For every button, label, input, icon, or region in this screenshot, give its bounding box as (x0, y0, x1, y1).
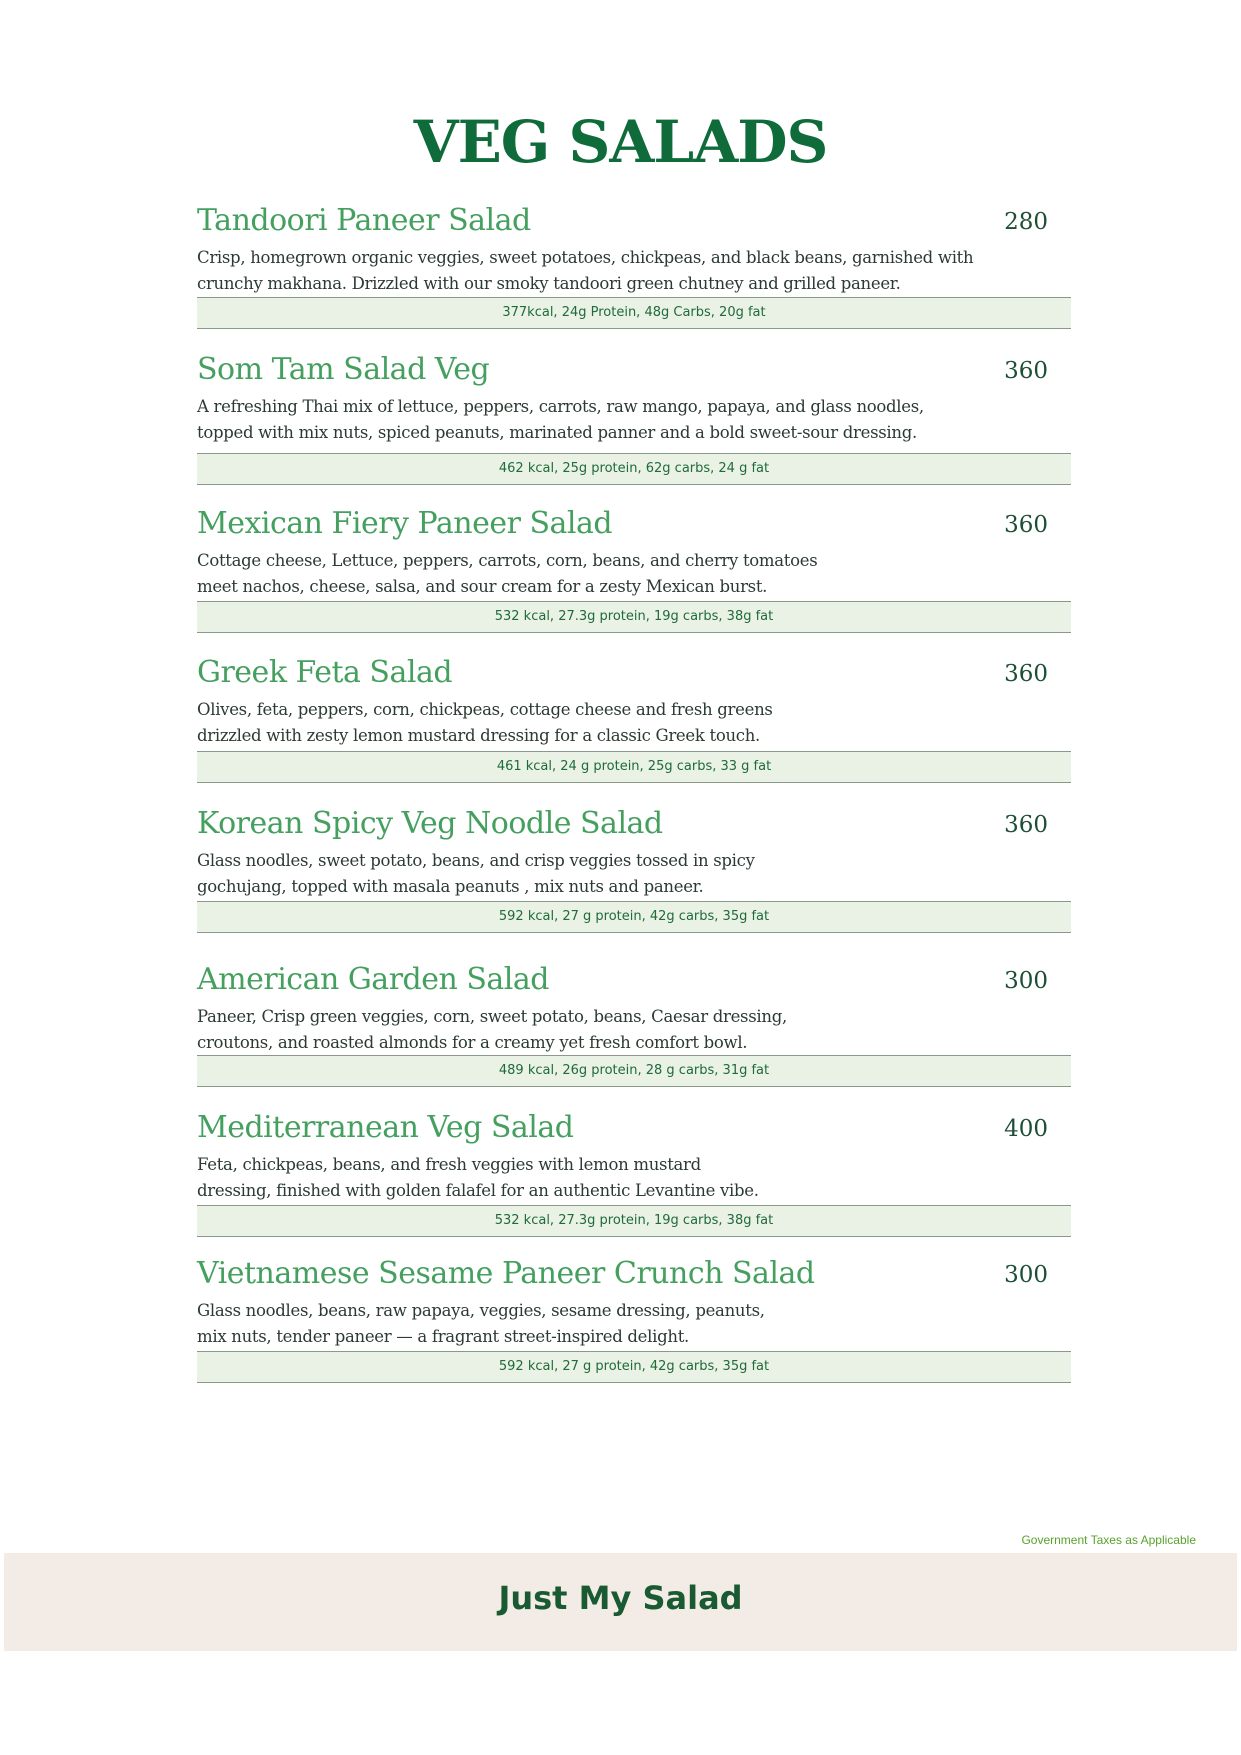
item-description (197, 548, 817, 600)
nutrition-band: 462 kcal, 25g protein, 62g carbs, 24 g fat (197, 453, 1071, 485)
item-description (197, 697, 773, 749)
nutrition-band: 532 kcal, 27.3g protein, 19g carbs, 38g fat (197, 1205, 1071, 1237)
item-description (197, 394, 924, 446)
item-description (197, 848, 755, 900)
description-line: Crisp, homegrown organic veggies, sweet potatoes, chickpeas, and black beans, garnished with (197, 248, 974, 267)
description-line: Glass noodles, beans, raw papaya, veggies, sesame dressing, peanuts, (197, 1301, 765, 1320)
description-line: A refreshing Thai mix of lettuce, peppers, carrots, raw mango, papaya, and glass noodles, (197, 397, 924, 416)
page-title: VEG SALADS (413, 108, 828, 176)
tax-note: Government Taxes as Applicable (1021, 1533, 1196, 1547)
description-line: Olives, feta, peppers, corn, chickpeas, cottage cheese and fresh greens (197, 700, 773, 719)
nutrition-band: 592 kcal, 27 g protein, 42g carbs, 35g fat (197, 1351, 1071, 1383)
description-line: Feta, chickpeas, beans, and fresh veggies with lemon mustard (197, 1155, 701, 1174)
description-line: drizzled with zesty lemon mustard dressing for a classic Greek touch. (197, 726, 760, 745)
item-price: 360 (1004, 812, 1048, 838)
item-description (197, 245, 973, 297)
nutrition-band: 377kcal, 24g Protein, 48g Carbs, 20g fat (197, 297, 1071, 329)
description-line: Glass noodles, sweet potato, beans, and crisp veggies tossed in spicy (197, 851, 755, 870)
description-line: Cottage cheese, Lettuce, peppers, carrots, corn, beans, and cherry tomatoes (197, 551, 818, 570)
item-price: 360 (1004, 661, 1048, 687)
item-name: Vietnamese Sesame Paneer Crunch Salad (197, 1256, 815, 1291)
item-name: Mediterranean Veg Salad (197, 1110, 574, 1145)
item-price: 280 (1004, 209, 1048, 235)
item-description (197, 1152, 759, 1204)
item-price: 400 (1004, 1116, 1048, 1142)
description-line: mix nuts, tender paneer — a fragrant street-inspired delight. (197, 1327, 689, 1346)
item-name: Korean Spicy Veg Noodle Salad (197, 806, 663, 841)
description-line: croutons, and roasted almonds for a creamy yet fresh comfort bowl. (197, 1033, 748, 1052)
brand-name: Just My Salad (498, 1579, 743, 1617)
item-name: Greek Feta Salad (197, 655, 453, 690)
description-line: dressing, finished with golden falafel for an authentic Levantine vibe. (197, 1181, 759, 1200)
item-price: 360 (1004, 512, 1048, 538)
nutrition-band: 489 kcal, 26g protein, 28 g carbs, 31g fat (197, 1055, 1071, 1087)
item-price: 360 (1004, 358, 1048, 384)
item-name: Som Tam Salad Veg (197, 352, 490, 387)
nutrition-band: 532 kcal, 27.3g protein, 19g carbs, 38g fat (197, 601, 1071, 633)
description-line: meet nachos, cheese, salsa, and sour cream for a zesty Mexican burst. (197, 577, 768, 596)
description-line: topped with mix nuts, spiced peanuts, marinated panner and a bold sweet-sour dressing. (197, 423, 917, 442)
item-name: Tandoori Paneer Salad (197, 203, 531, 238)
item-name: American Garden Salad (197, 962, 549, 997)
item-price: 300 (1004, 968, 1048, 994)
footer-band (4, 1553, 1237, 1651)
description-line: gochujang, topped with masala peanuts , mix nuts and paneer. (197, 877, 704, 896)
nutrition-band: 592 kcal, 27 g protein, 42g carbs, 35g fat (197, 901, 1071, 933)
nutrition-band: 461 kcal, 24 g protein, 25g carbs, 33 g fat (197, 751, 1071, 783)
item-price: 300 (1004, 1262, 1048, 1288)
item-description (197, 1004, 787, 1056)
item-name: Mexican Fiery Paneer Salad (197, 506, 613, 541)
item-description (197, 1298, 765, 1350)
description-line: crunchy makhana. Drizzled with our smoky tandoori green chutney and grilled paneer. (197, 274, 901, 293)
description-line: Paneer, Crisp green veggies, corn, sweet potato, beans, Caesar dressing, (197, 1007, 787, 1026)
